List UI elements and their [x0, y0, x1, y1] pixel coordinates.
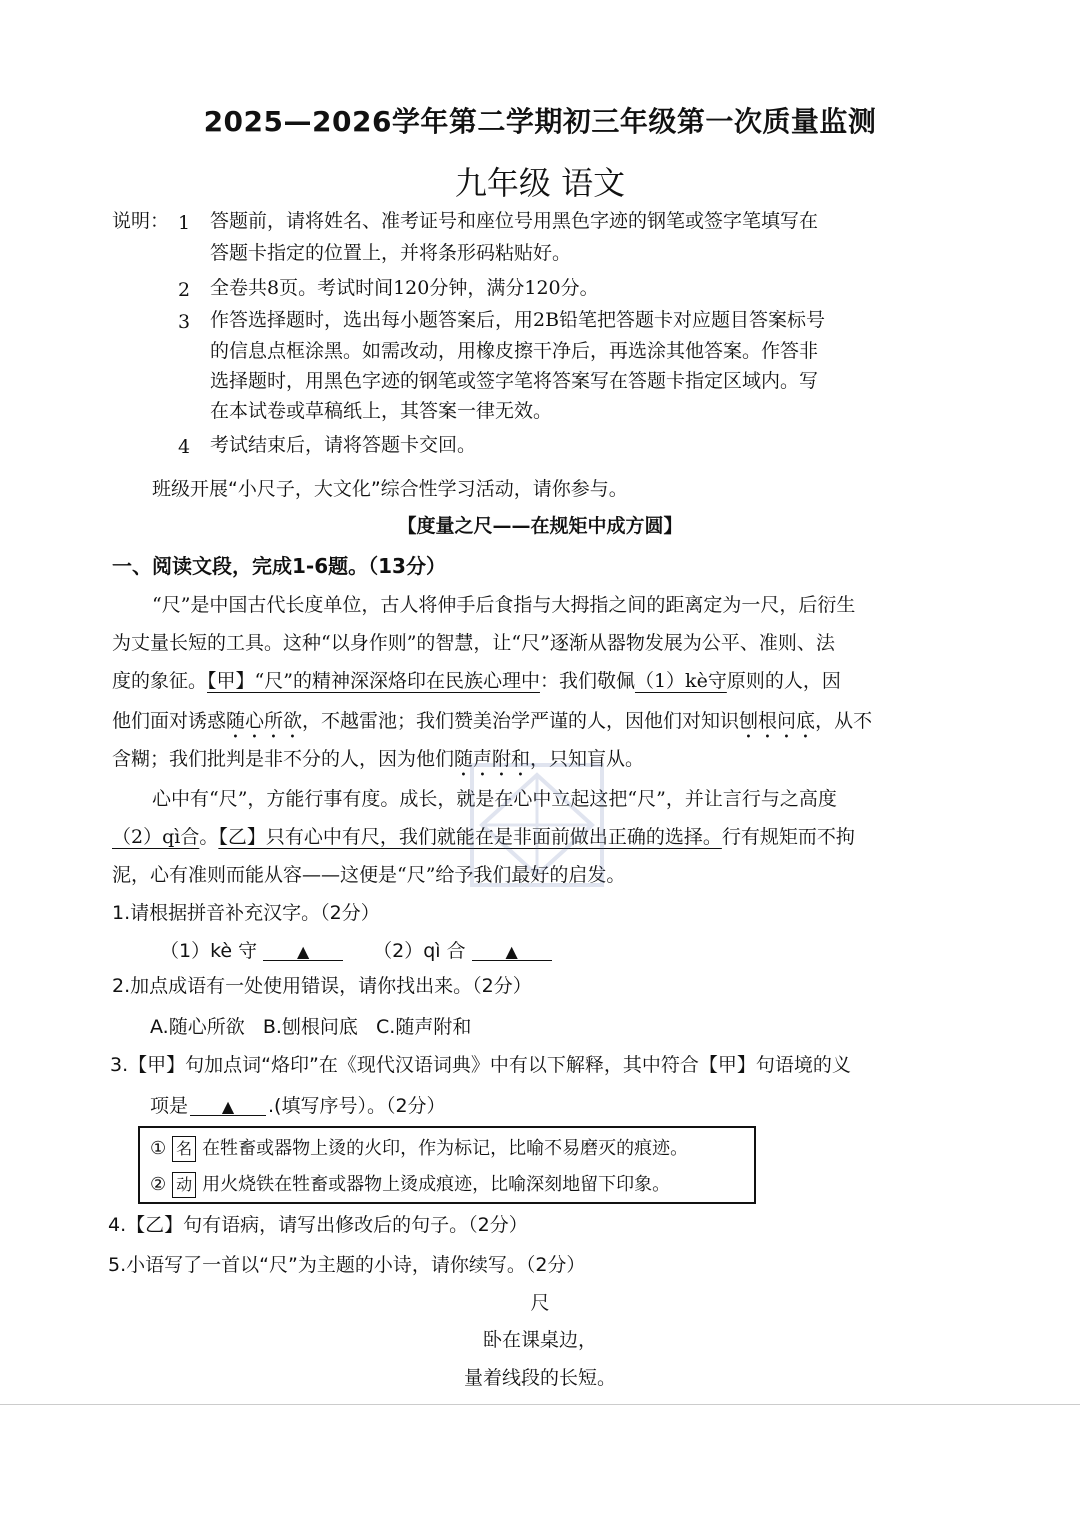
q3-text: .(填写序号）。（2分）	[268, 1095, 446, 1117]
definition-text: 在牲畜或器物上烫的火印，作为标记，比喻不易磨灭的痕迹。	[202, 1138, 689, 1159]
passage-line: 为丈量长短的工具。这种“以身作则”的智慧，让“尺”逐渐从器物发展为公平、准则、法	[112, 632, 835, 654]
question-2-options: A.随心所欲 B.刨根问底 C.随声附和	[150, 1016, 472, 1038]
sentence-jia: 【甲】“尺”的精神深深烙印在民族心理中	[207, 670, 540, 692]
dotted-idiom-c: 随声附和	[454, 748, 531, 770]
question-3: 3.【甲】句加点词“烙印”在《现代汉语词典》中有以下解释，其中符合【甲】句语境的义	[110, 1054, 851, 1076]
pinyin-blank-2: （2）qì合	[112, 826, 200, 848]
dotted-idiom-b: 刨根问底	[739, 710, 816, 732]
instruction-number: 3	[178, 311, 191, 333]
question-3-line2	[150, 1097, 446, 1116]
passage-text: 行有规矩而不拘	[721, 826, 855, 848]
instruction-number: 2	[178, 279, 191, 301]
answer-blank-q3[interactable]: ▲	[190, 1099, 266, 1116]
instruction-line: 考试结束后，请将答题卡交回。	[210, 434, 477, 456]
definition-text: 用火烧铁在牲畜或器物上烫成痕迹，比喻深刻地留下印象。	[202, 1174, 671, 1195]
poem-line: 量着线段的长短。	[463, 1367, 616, 1389]
q3-text: 项是	[150, 1095, 189, 1117]
poem-line: 卧在课桌边，	[482, 1329, 597, 1351]
passage-text: 含糊；我们批判是非不分的人，因为他们	[112, 748, 455, 770]
question-1: 1.请根据拼音补充汉字。（2分）	[112, 902, 380, 924]
passage-text: ：我们敬佩	[539, 670, 635, 692]
exam-title: 2025—2026学年第二学期初三年级第一次质量监测	[203, 105, 877, 138]
passage-line: 泥，心有准则而能从容——这便是“尺”给予我们最好的启发。	[112, 864, 626, 886]
poem-title: 尺	[530, 1292, 550, 1314]
passage-text: ，只知盲从。	[530, 748, 645, 770]
answer-blank-q1b[interactable]: ▲	[472, 944, 552, 961]
definition-number: ②	[150, 1174, 167, 1195]
passage-line: 心中有“尺”，方能行事有度。成长，就是在心中立起这把“尺”，并让言行与之高度	[152, 788, 837, 810]
answer-blank-q1a[interactable]: ▲	[263, 944, 343, 961]
definition-row	[150, 1134, 688, 1162]
activity-intro: 班级开展“小尺子，大文化”综合性学习活动，请你参与。	[152, 478, 628, 500]
part1-heading: 一、阅读文段，完成1-6题。（13分）	[112, 554, 446, 578]
passage-line	[112, 710, 872, 743]
instruction-line: 作答选择题时，选出每小题答案后，用2B铅笔把答题卡对应题目答案标号	[210, 309, 826, 331]
instruction-number: 4	[178, 436, 191, 458]
part-of-speech-badge: 动	[172, 1172, 196, 1198]
instruction-line: 的信息点框涂黑。如需改动，用橡皮擦干净后，再选涂其他答案。作答非	[210, 340, 819, 362]
definition-number: ①	[150, 1138, 167, 1159]
exam-subtitle: 九年级 语文	[454, 164, 626, 202]
passage-text: ，不越雷池；我们赞美治学严谨的人，因他们对知识	[302, 710, 740, 732]
instructions-label: 说明：	[112, 210, 170, 232]
instruction-line: 答题卡指定的位置上，并将条形码粘贴好。	[210, 242, 572, 264]
question-4: 4.【乙】句有语病，请写出修改后的句子。（2分）	[108, 1214, 528, 1236]
watermark-logo-icon	[462, 760, 612, 890]
passage-line: “尺”是中国古代长度单位，古人将伸手后食指与大拇指之间的距离定为一尺，后衍生	[152, 594, 856, 616]
instruction-number: 1	[178, 212, 191, 234]
passage-text: 度的象征。	[112, 670, 208, 692]
instruction-line: 答题前，请将姓名、准考证号和座位号用黑色字迹的钢笔或签字笔填写在	[210, 210, 819, 232]
q1-part-b: （2）qì 合	[373, 940, 466, 962]
passage-text: 他们面对诱惑	[112, 710, 227, 732]
sentence-yi: 【乙】只有心中有尺，我们就能在是非面前做出正确的选择。	[218, 826, 722, 848]
question-2: 2.加点成语有一处使用错误，请你找出来。（2分）	[112, 975, 532, 997]
instruction-line: 在本试卷或草稿纸上，其答案一律无效。	[210, 400, 553, 422]
passage-line	[112, 672, 841, 691]
part-of-speech-badge: 名	[172, 1136, 196, 1162]
page-bottom-divider	[0, 1404, 1080, 1405]
passage-text: 原则的人，因	[726, 670, 841, 692]
dotted-idiom-a: 随心所欲	[226, 710, 303, 732]
q1-part-a: （1）kè 守	[160, 940, 258, 962]
passage-text: ，从不	[815, 710, 873, 732]
pinyin-blank-1: （1）kè守	[634, 670, 727, 692]
definition-row	[150, 1170, 670, 1198]
passage-text: 。	[199, 826, 219, 848]
question-1-parts	[160, 942, 558, 961]
section-heading: 【度量之尺——在规矩中成方圆】	[397, 515, 683, 537]
question-5: 5.小语写了一首以“尺”为主题的小诗，请你续写。（2分）	[108, 1254, 586, 1276]
dictionary-definitions-box	[138, 1126, 756, 1204]
instruction-line: 全卷共8页。考试时间120分钟，满分120分。	[210, 277, 599, 299]
instruction-line: 选择题时，用黑色字迹的钢笔或签字笔将答案写在答题卡指定区域内。写	[210, 370, 819, 392]
